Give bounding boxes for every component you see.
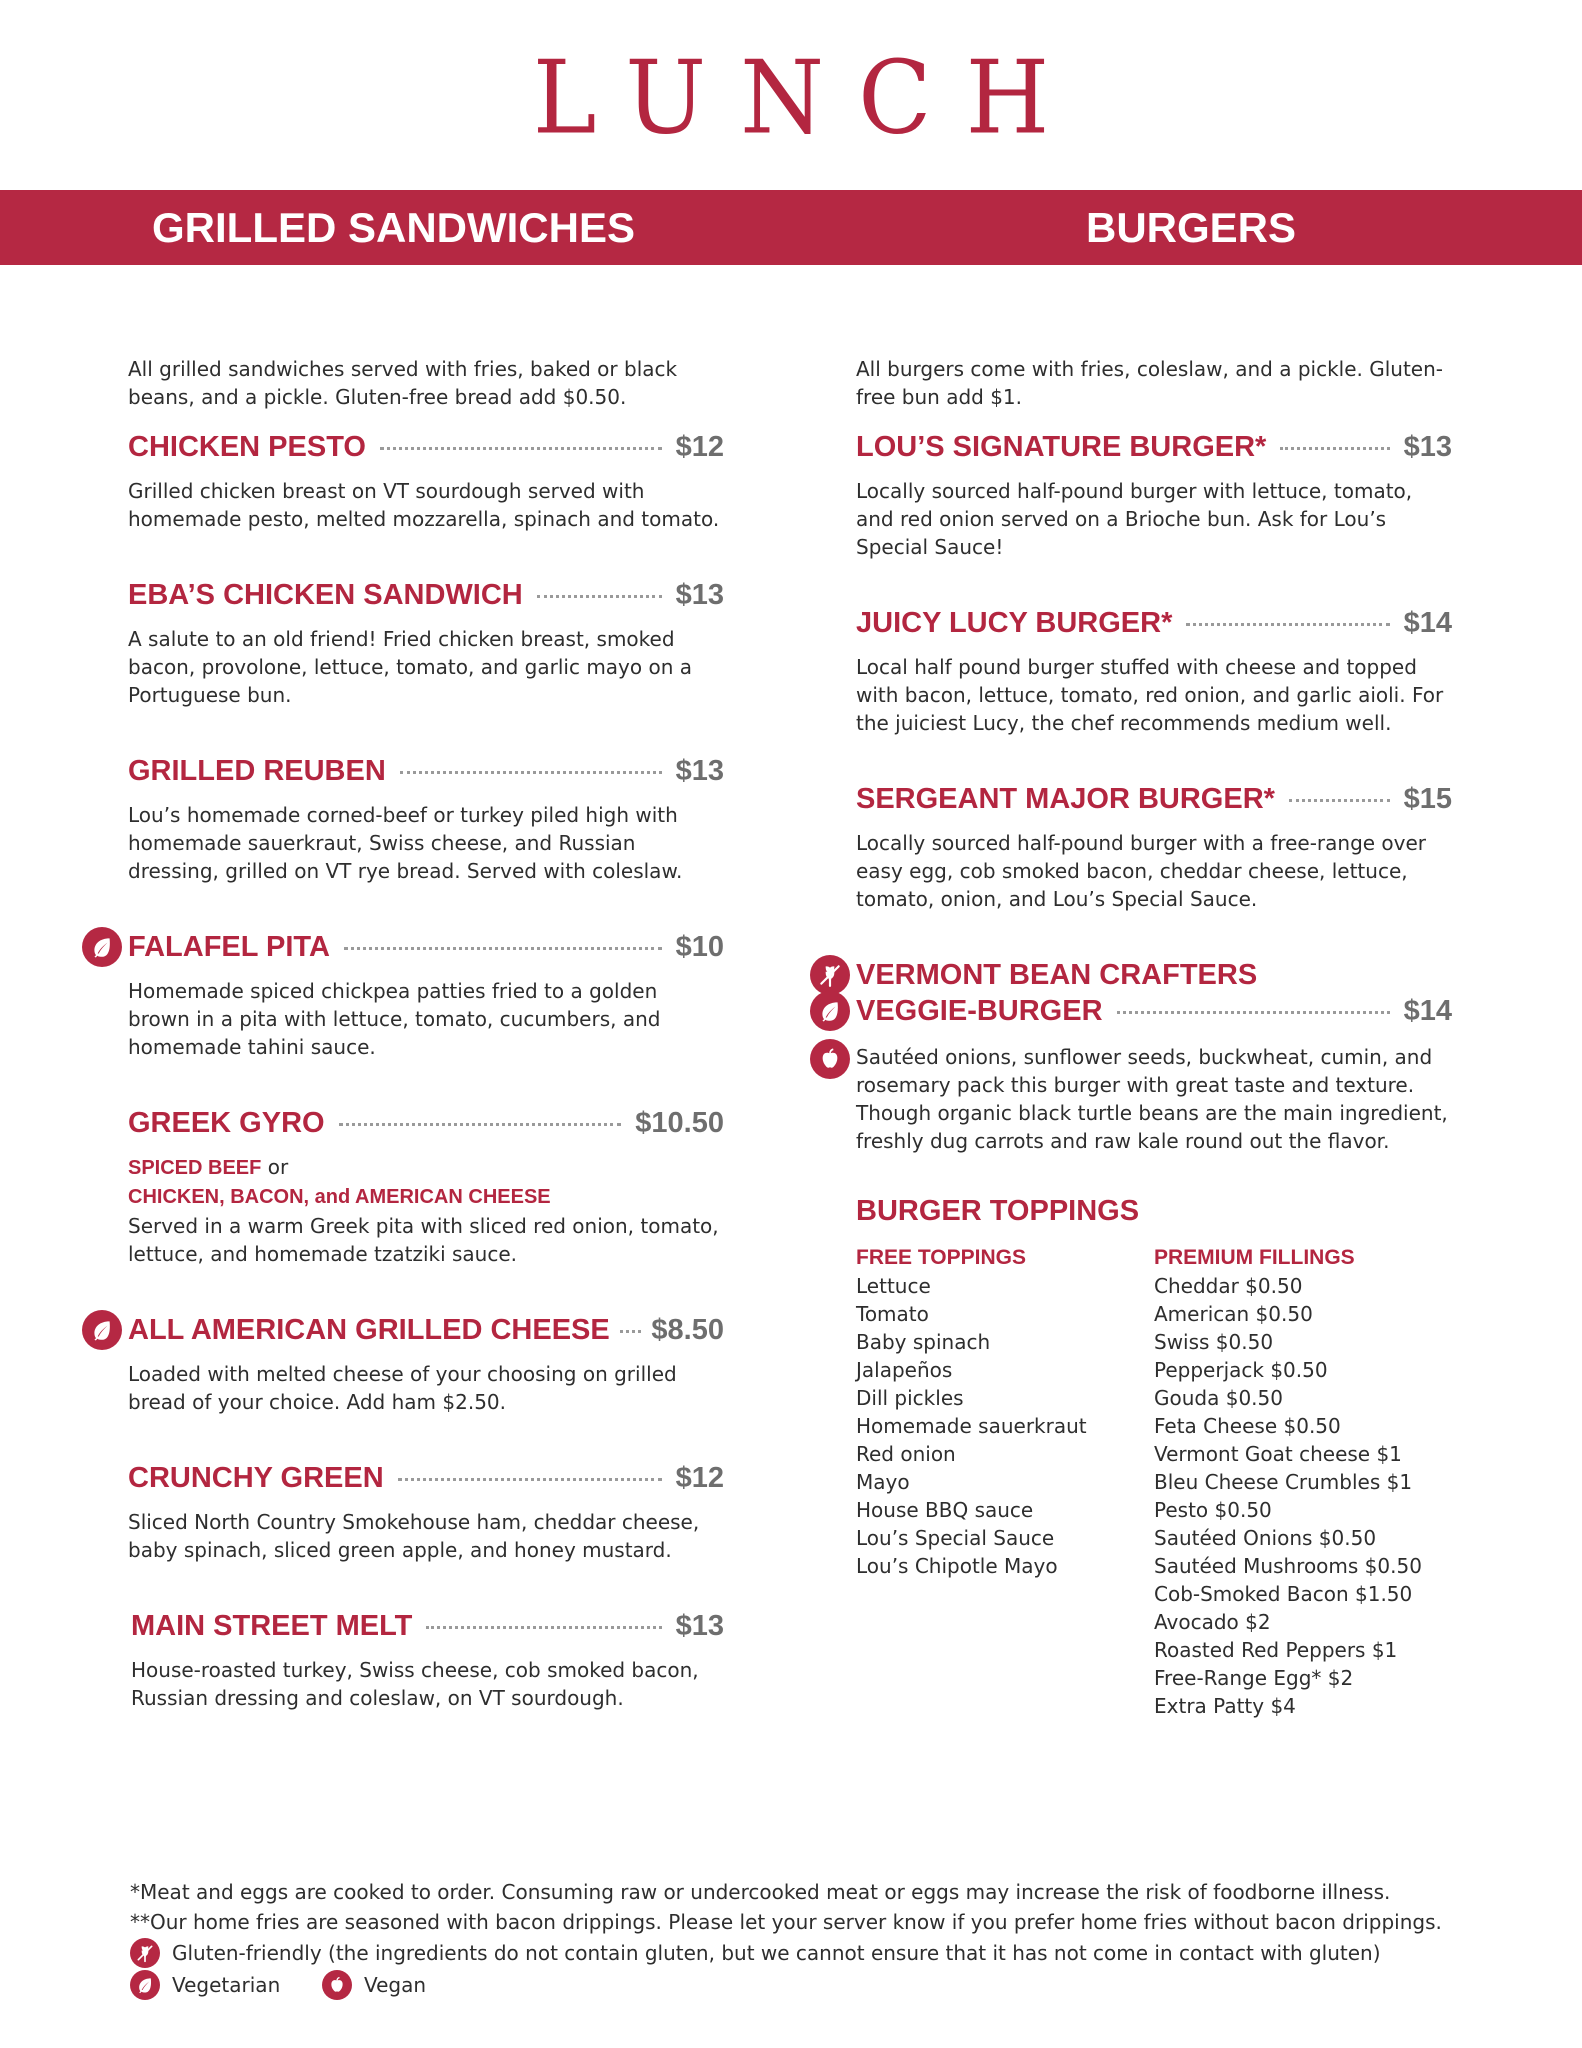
menu-item-greek-gyro (128, 1105, 724, 1268)
legend-label: Vegetarian (172, 1973, 281, 1997)
option-spiced-beef: SPICED BEEF (128, 1157, 262, 1179)
dot-leader (426, 1626, 661, 1629)
item-name: ALL AMERICAN GRILLED CHEESE (128, 1314, 610, 1346)
dot-leader (620, 1330, 642, 1333)
list-item: Tomato (856, 1302, 929, 1326)
list-item: Free-Range Egg* $2 (1154, 1666, 1354, 1690)
item-description: Homemade spiced chickpea patties fried to a golden brown in a pita with lettuce, tomato, cucumbers, and homemade tahini sauce. (128, 979, 661, 1059)
item-description: Served in a warm Greek pita with sliced red onion, tomato, lettuce, and homemade tzatziki sauce. (128, 1214, 719, 1266)
list-item: Sautéed Onions $0.50 (1154, 1526, 1377, 1550)
list-item: Homemade sauerkraut (856, 1414, 1087, 1438)
list-item: Dill pickles (856, 1386, 964, 1410)
menu-item-main-street-melt (131, 1608, 724, 1712)
premium-fillings-list (1154, 1244, 1452, 1720)
toppings-title: BURGER TOPPINGS (856, 1195, 1140, 1227)
menu-item-crunchy-green (128, 1460, 724, 1564)
option-chicken-bacon-cheese: CHICKEN, BACON, and AMERICAN CHEESE (128, 1186, 551, 1208)
list-item: Jalapeños (856, 1358, 953, 1382)
item-name: MAIN STREET MELT (131, 1610, 413, 1642)
item-price: $10.50 (635, 1107, 724, 1139)
item-price: $8.50 (651, 1314, 724, 1346)
menu-item-lous-signature-burger (856, 429, 1452, 561)
dot-leader (400, 771, 662, 774)
list-item: Lettuce (856, 1274, 931, 1298)
legend-label: Vegan (364, 1973, 427, 1997)
dot-leader (1117, 1011, 1390, 1014)
dot-leader (1186, 623, 1389, 626)
list-item: Cheddar $0.50 (1154, 1274, 1303, 1298)
burgers-intro: All burgers come with fries, coleslaw, and a pickle. Gluten-free bun add $1. (856, 357, 1443, 409)
menu-item-juicy-lucy-burger (856, 605, 1452, 737)
list-item: Sautéed Mushrooms $0.50 (1154, 1554, 1422, 1578)
item-price: $14 (1403, 607, 1452, 639)
list-item: Avocado $2 (1154, 1610, 1271, 1634)
list-item: Gouda $0.50 (1154, 1386, 1283, 1410)
menu-item-chicken-pesto (128, 429, 724, 533)
list-item: Pesto $0.50 (1154, 1498, 1272, 1522)
wheat-icon (130, 1938, 160, 1968)
item-description: Lou’s homemade corned-beef or turkey piled high with homemade sauerkraut, Swiss cheese, and Russian dressing, grilled on VT rye bread. Served with coleslaw. (128, 803, 683, 883)
item-description: Locally sourced half-pound burger with lettuce, tomato, and red onion served on a Brioche bun. Ask for Lou’s Special Sauce! (856, 479, 1413, 559)
item-description: Loaded with melted cheese of your choosing on grilled bread of your choice. Add ham $2.50. (128, 1362, 677, 1414)
burgers-section (856, 355, 1452, 1720)
menu-item-all-american-grilled-cheese (128, 1312, 724, 1416)
list-item: Pepperjack $0.50 (1154, 1358, 1328, 1382)
grilled-sandwiches-section (128, 355, 724, 1756)
item-description: A salute to an old friend! Fried chicken breast, smoked bacon, provolone, lettuce, tomato, and garlic mayo on a Portuguese bun. (128, 627, 693, 707)
legend-gluten-friendly (130, 1937, 1470, 1969)
item-name-line1: VERMONT BEAN CRAFTERS (856, 959, 1258, 991)
item-description: Locally sourced half-pound burger with a free-range over easy egg, cob smoked bacon, cheddar cheese, lettuce, tomato, onion, and Lou’s Special Sauce. (856, 831, 1427, 911)
item-price: $13 (1403, 431, 1452, 463)
item-price: $12 (675, 431, 724, 463)
item-price: $13 (675, 579, 724, 611)
apple-icon (810, 1039, 850, 1079)
item-name: CHICKEN PESTO (128, 431, 366, 463)
grilled-sandwiches-heading: GRILLED SANDWICHES (152, 204, 635, 251)
menu-item-grilled-reuben (128, 753, 724, 885)
list-item: Lou’s Special Sauce (856, 1526, 1055, 1550)
list-item: Red onion (856, 1442, 956, 1466)
item-price: $12 (675, 1462, 724, 1494)
item-price: $10 (675, 931, 724, 963)
footer-notes (130, 1877, 1470, 2001)
list-item: Roasted Red Peppers $1 (1154, 1638, 1398, 1662)
menu-item-ebas-chicken-sandwich (128, 577, 724, 709)
item-price: $14 (1403, 995, 1452, 1027)
item-name: CRUNCHY GREEN (128, 1462, 384, 1494)
item-name: LOU’S SIGNATURE BURGER* (856, 431, 1267, 463)
item-name: FALAFEL PITA (128, 931, 330, 963)
free-toppings-list (856, 1244, 1154, 1720)
item-name-line2: VEGGIE-BURGER (856, 995, 1103, 1027)
list-item: Cob-Smoked Bacon $1.50 (1154, 1582, 1413, 1606)
dot-leader (339, 1123, 622, 1126)
dot-leader (1289, 799, 1390, 802)
list-item: House BBQ sauce (856, 1498, 1034, 1522)
legend-diet (130, 1969, 1470, 2001)
leaf-icon (810, 991, 850, 1031)
item-description: Sliced North Country Smokehouse ham, cheddar cheese, baby spinach, sliced green apple, and honey mustard. (128, 1510, 700, 1562)
item-description: Sautéed onions, sunflower seeds, buckwheat, cumin, and rosemary pack this burger with great taste and texture. Though organic black turtle beans are the main ingredient, freshly dug carrots and raw kale round out the flavor. (856, 1045, 1448, 1153)
option-or: or (261, 1155, 289, 1179)
free-toppings-title: FREE TOPPINGS (856, 1246, 1026, 1269)
item-name: GREEK GYRO (128, 1107, 325, 1139)
footnote-raw-meat: *Meat and eggs are cooked to order. Consuming raw or undercooked meat or eggs may increase the risk of foodborne illness. (130, 1880, 1391, 1904)
wheat-icon (810, 955, 850, 995)
footnote-home-fries: **Our home fries are seasoned with bacon drippings. Please let your server know if you prefer home fries without bacon drippings. (130, 1910, 1442, 1934)
dot-leader (380, 447, 662, 450)
item-price: $13 (675, 755, 724, 787)
burgers-heading: BURGERS (1086, 204, 1297, 251)
apple-icon (322, 1970, 352, 2000)
burger-toppings (856, 1195, 1452, 1720)
list-item: Baby spinach (856, 1330, 991, 1354)
item-name: JUICY LUCY BURGER* (856, 607, 1173, 639)
list-item: Lou’s Chipotle Mayo (856, 1554, 1058, 1578)
leaf-icon (130, 1970, 160, 2000)
dot-leader (537, 595, 662, 598)
dot-leader (344, 947, 662, 950)
list-item: Swiss $0.50 (1154, 1330, 1274, 1354)
list-item: Extra Patty $4 (1154, 1694, 1296, 1718)
item-price: $15 (1403, 783, 1452, 815)
item-description: House-roasted turkey, Swiss cheese, cob smoked bacon, Russian dressing and coleslaw, on VT sourdough. (131, 1658, 699, 1710)
dot-leader (1280, 447, 1389, 450)
list-item: Mayo (856, 1470, 910, 1494)
menu-item-sergeant-major-burger (856, 781, 1452, 913)
sandwiches-intro: All grilled sandwiches served with fries, baked or black beans, and a pickle. Gluten-free bread add $0.50. (128, 357, 678, 409)
premium-fillings-title: PREMIUM FILLINGS (1154, 1246, 1355, 1269)
dot-leader (398, 1478, 662, 1481)
list-item: Bleu Cheese Crumbles $1 (1154, 1470, 1413, 1494)
item-name: EBA’S CHICKEN SANDWICH (128, 579, 523, 611)
item-name: GRILLED REUBEN (128, 755, 386, 787)
section-banner (0, 190, 1582, 265)
list-item: American $0.50 (1154, 1302, 1313, 1326)
list-item: Feta Cheese $0.50 (1154, 1414, 1341, 1438)
leaf-icon (82, 927, 122, 967)
leaf-icon (82, 1310, 122, 1350)
list-item: Vermont Goat cheese $1 (1154, 1442, 1402, 1466)
menu-item-veggie-burger (856, 957, 1452, 1155)
item-name: SERGEANT MAJOR BURGER* (856, 783, 1275, 815)
item-description: Grilled chicken breast on VT sourdough served with homemade pesto, melted mozzarella, spinach and tomato. (128, 479, 720, 531)
menu-item-falafel-pita (128, 929, 724, 1061)
legend-label: Gluten-friendly (the ingredients do not contain gluten, but we cannot ensure that it has not come in contact with gluten) (172, 1941, 1381, 1965)
item-price: $13 (675, 1610, 724, 1642)
page-title: LUNCH (532, 39, 1084, 157)
item-description: Local half pound burger stuffed with cheese and topped with bacon, lettuce, tomato, red onion, and garlic aioli. For the juiciest Lucy, the chef recommends medium well. (856, 655, 1444, 735)
